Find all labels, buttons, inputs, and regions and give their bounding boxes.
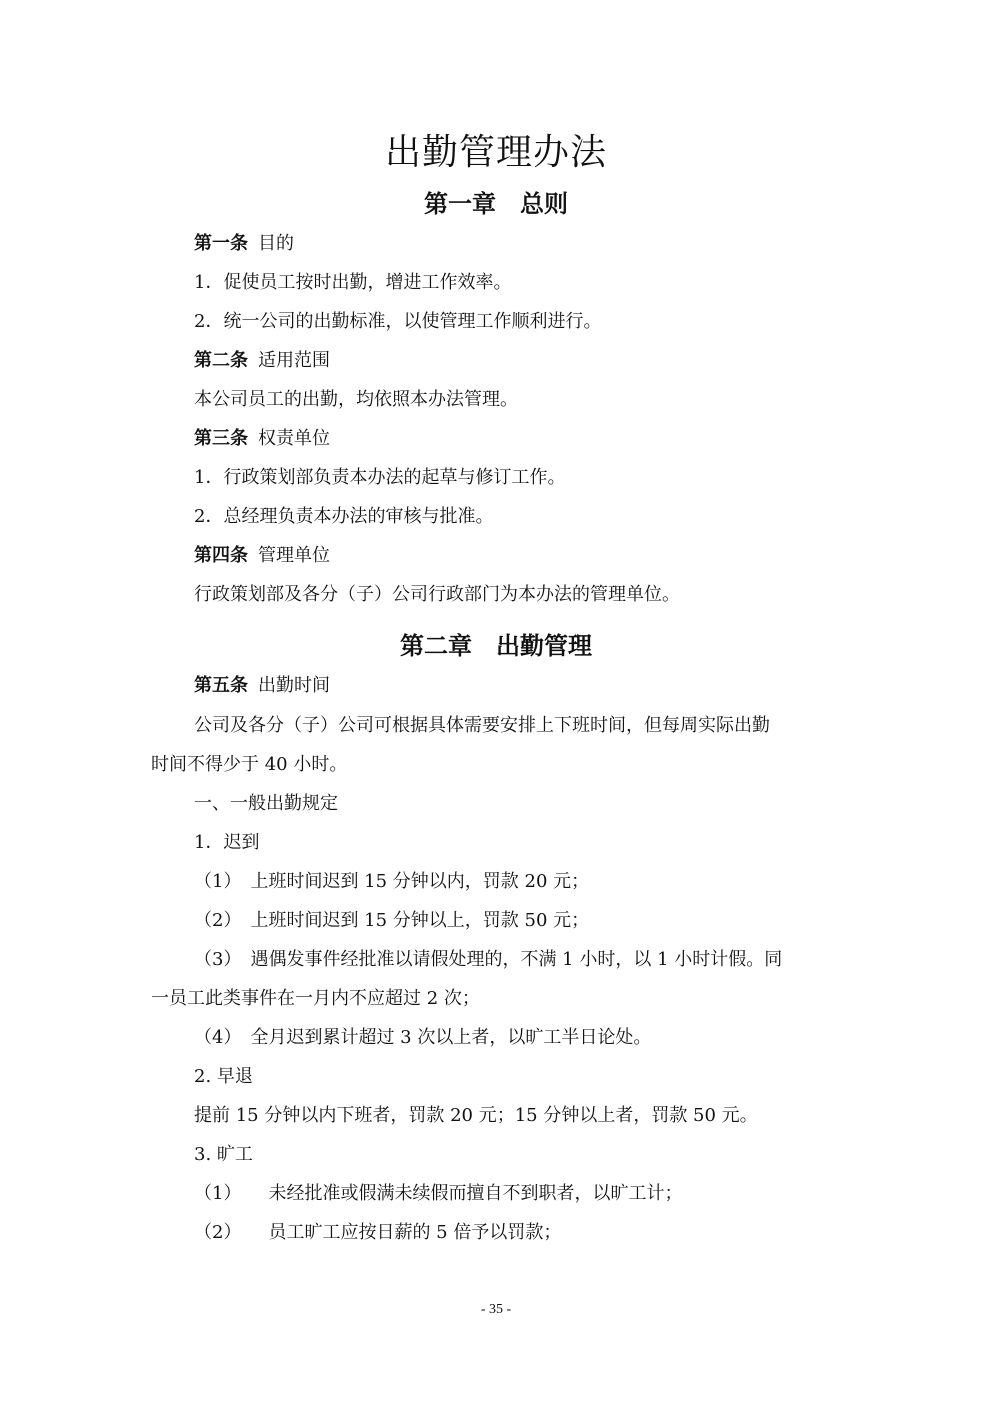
- list-item: （2） 员工旷工应按日薪的 5 倍予以罚款；: [194, 1222, 562, 1243]
- paragraph-line: 提前 15 分钟以内下班者，罚款 20 元；15 分钟以上者，罚款 50 元。: [194, 1105, 758, 1126]
- article-title: 权责单位: [258, 428, 330, 449]
- article-4: [194, 544, 330, 568]
- paragraph-line: 一员工此类事件在一月内不应超过 2 次；: [151, 988, 480, 1009]
- paragraph-line: 1．促使员工按时出勤，增进工作效率。: [194, 272, 512, 293]
- page-number: - 35 -: [480, 1302, 512, 1317]
- paragraph-line: 本公司员工的出勤，均依照本办法管理。: [194, 389, 518, 410]
- item-heading: 3. 旷工: [194, 1144, 253, 1165]
- list-item: （3） 遇偶发事件经批准以请假处理的，不满 1 小时，以 1 小时计假。同: [194, 949, 783, 970]
- item-heading: 1．迟到: [194, 832, 260, 853]
- article-label: 第一条: [194, 233, 248, 254]
- list-item: （2） 上班时间迟到 15 分钟以上，罚款 50 元；: [194, 910, 590, 931]
- paragraph-line: 2．统一公司的出勤标准，以使管理工作顺利进行。: [194, 311, 602, 332]
- article-2: [194, 349, 330, 373]
- chapter-2-heading: 第二章 出勤管理: [400, 632, 592, 660]
- list-item: （4） 全月迟到累计超过 3 次以上者，以旷工半日论处。: [194, 1027, 652, 1048]
- chapter-1-heading: 第一章 总则: [424, 190, 568, 218]
- article-3: [194, 427, 330, 451]
- article-title: 目的: [258, 233, 294, 254]
- paragraph-line: 时间不得少于 40 小时。: [151, 754, 348, 775]
- article-title: 出勤时间: [258, 675, 330, 696]
- article-title: 管理单位: [258, 545, 330, 566]
- article-label: 第三条: [194, 428, 248, 449]
- list-item: （1） 上班时间迟到 15 分钟以内，罚款 20 元；: [194, 871, 590, 892]
- article-title: 适用范围: [258, 350, 330, 371]
- paragraph-line: 行政策划部及各分（子）公司行政部门为本办法的管理单位。: [194, 584, 680, 605]
- section-heading: 一、一般出勤规定: [194, 793, 338, 814]
- article-1: [194, 232, 294, 256]
- article-label: 第二条: [194, 350, 248, 371]
- paragraph-line: 公司及各分（子）公司可根据具体需要安排上下班时间，但每周实际出勤: [194, 715, 770, 736]
- article-5: [194, 674, 330, 698]
- paragraph-line: 1．行政策划部负责本办法的起草与修订工作。: [194, 467, 566, 488]
- document-title: 出勤管理办法: [384, 132, 607, 173]
- article-label: 第四条: [194, 545, 248, 566]
- item-heading: 2. 早退: [194, 1066, 253, 1087]
- list-item: （1） 未经批准或假满未续假而擅自不到职者，以旷工计；: [194, 1183, 683, 1204]
- paragraph-line: 2．总经理负责本办法的审核与批准。: [194, 506, 494, 527]
- article-label: 第五条: [194, 675, 248, 696]
